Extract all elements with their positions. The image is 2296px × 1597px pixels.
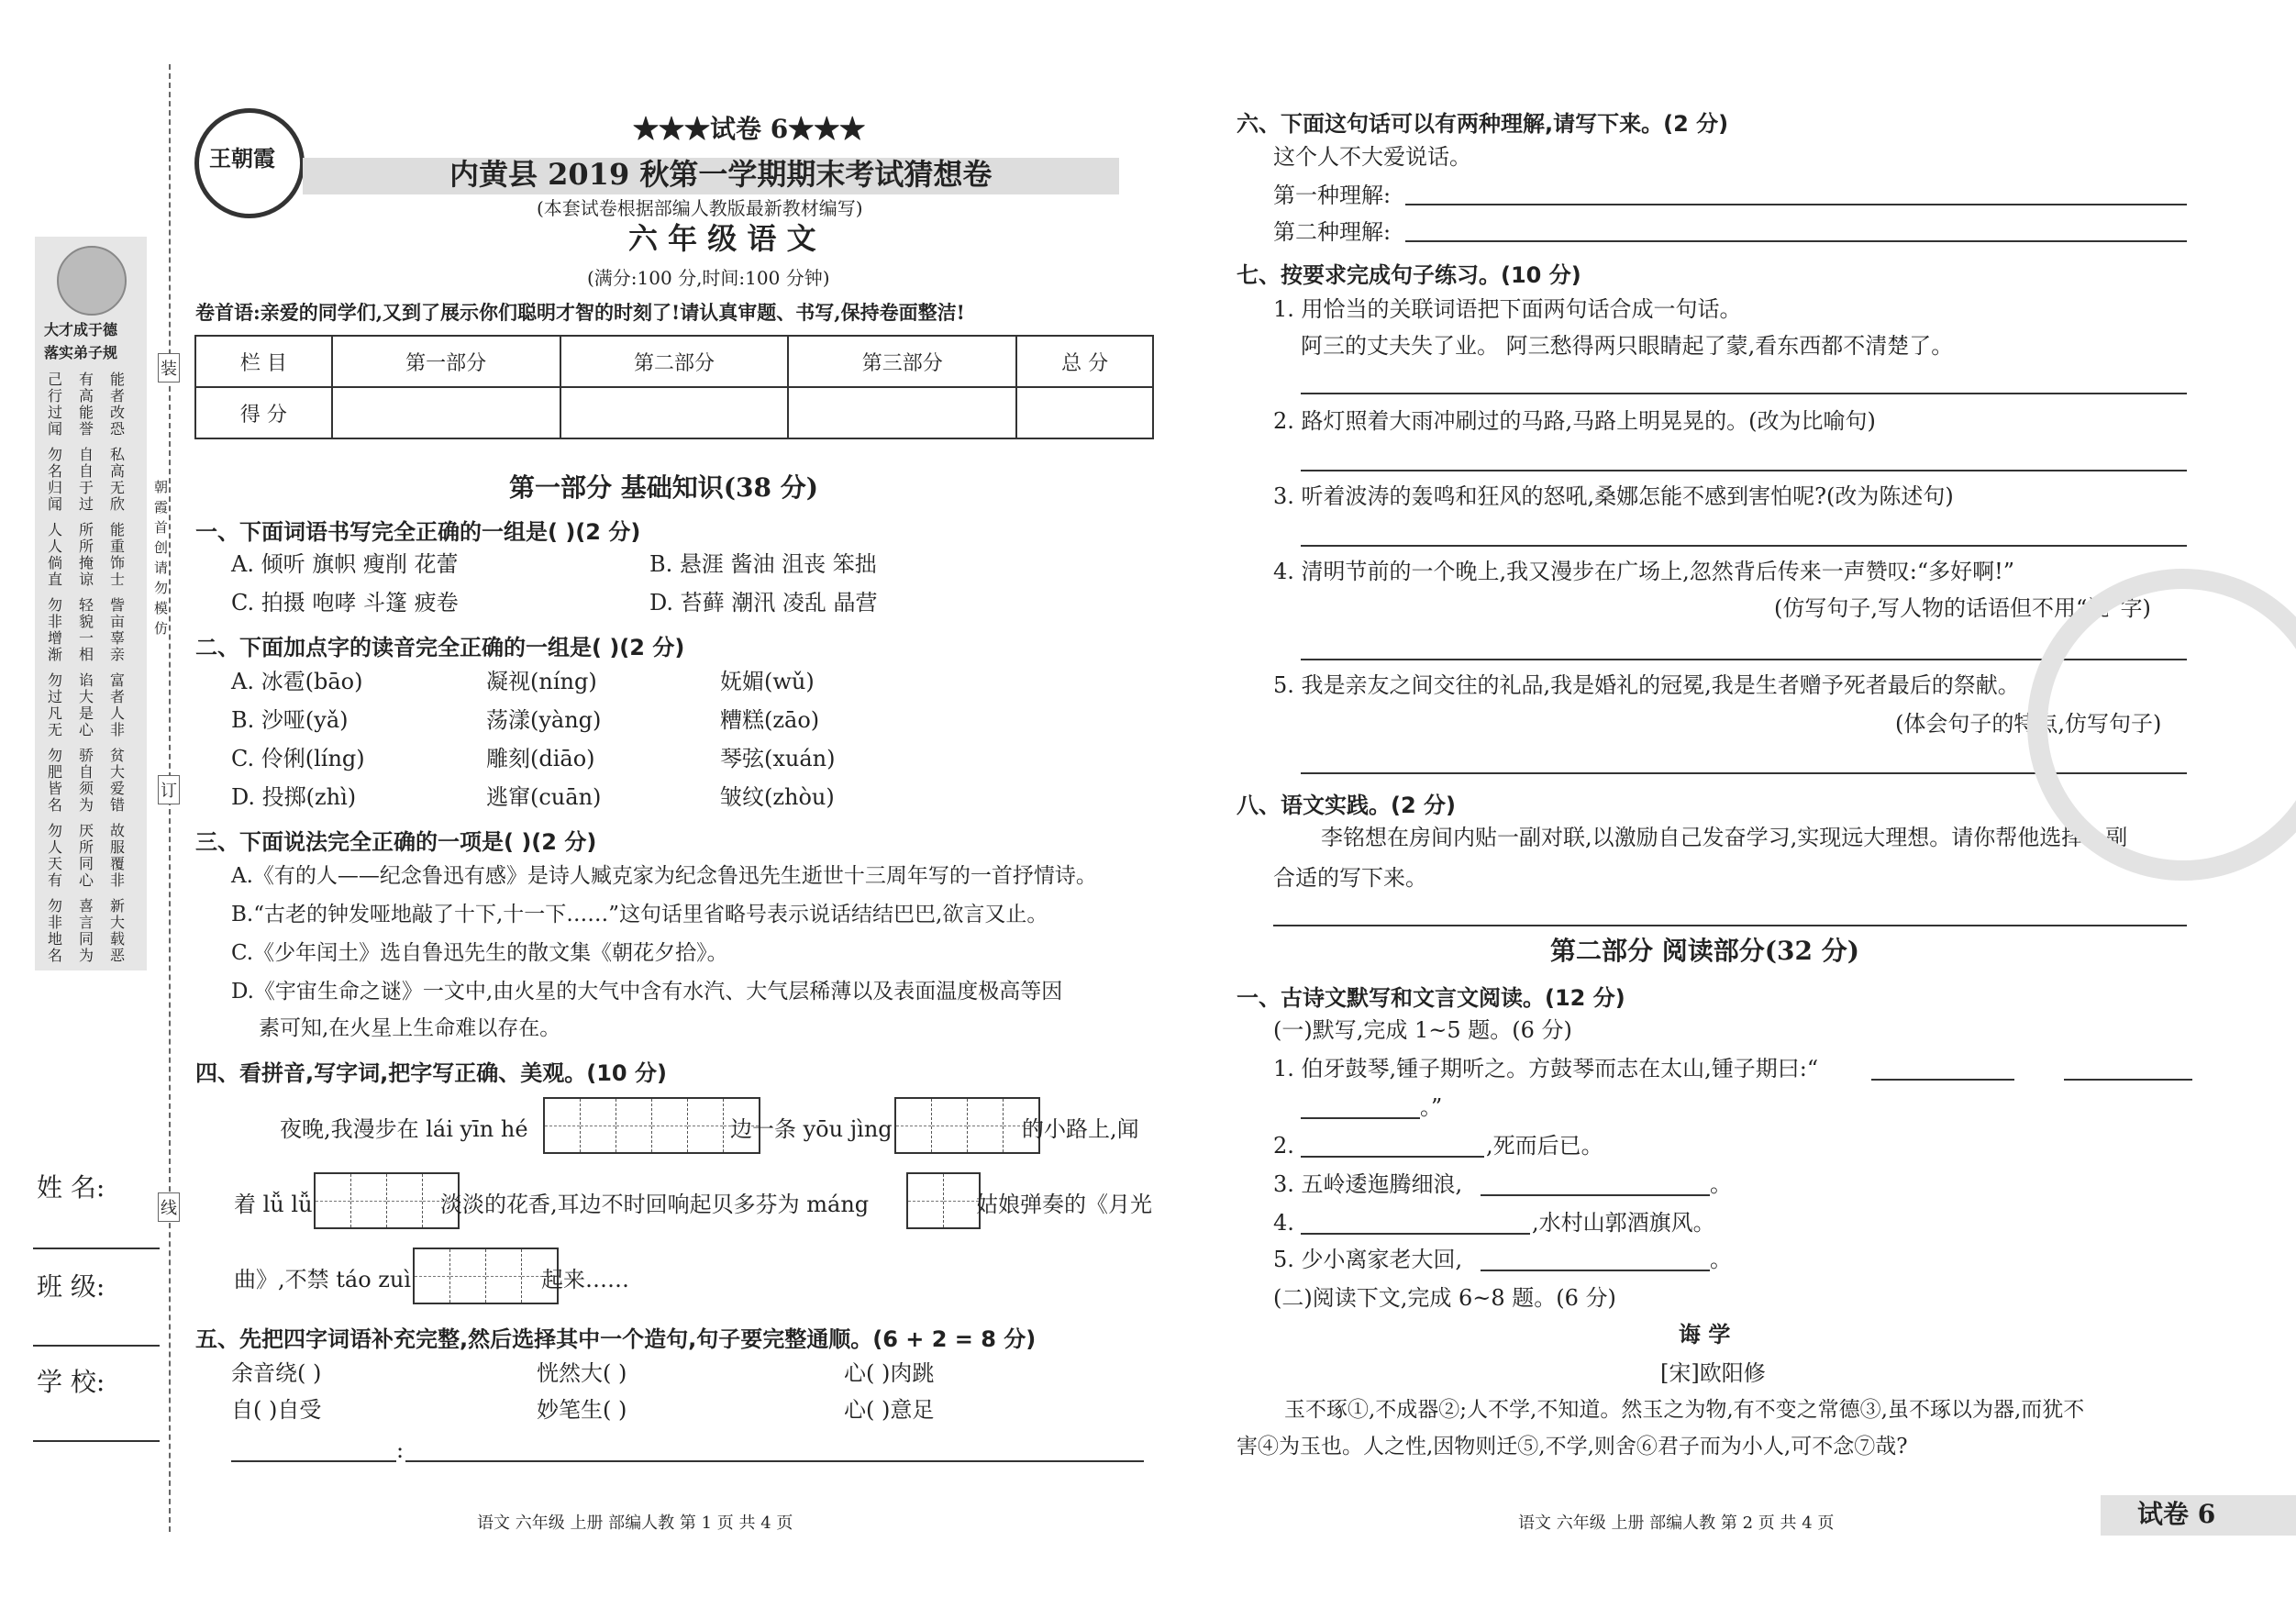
q2-stem: 二、下面加点字的读音完全正确的一组是( )(2 分): [195, 635, 685, 660]
answer-grid[interactable]: [543, 1097, 760, 1154]
q5-colon: :: [396, 1437, 405, 1463]
part1-title: 第一部分 基础知识(38 分): [509, 472, 818, 503]
m5-text: 5. 少小离家老大回,: [1273, 1247, 1463, 1272]
q5-word: 妙笔生( ): [537, 1397, 627, 1423]
m4-text: ,水村山郭酒旗风。: [1532, 1210, 1715, 1236]
exam-meta: (满分:100 分,时间:100 分钟): [587, 267, 830, 289]
answer-line[interactable]: [1301, 393, 2187, 394]
answer-line[interactable]: [1405, 240, 2187, 242]
q8-text: 李铭想在房间内贴一副对联,以激励自己发奋学习,实现远大理想。请你帮他选择一副: [1321, 825, 2128, 850]
passage-line: 害④为玉也。人之性,因物则迁⑤,不学,则舍⑥君子而为小人,可不念⑦哉?: [1237, 1435, 1908, 1458]
binding-mark: 订: [158, 775, 180, 804]
answer-line[interactable]: [1301, 470, 2187, 471]
answer-line[interactable]: [1301, 1156, 1484, 1158]
side-column: 厌所同心: [79, 822, 94, 889]
side-column: 訾亩辜亲: [110, 596, 126, 663]
side-column: 谄大是心: [79, 671, 94, 738]
side-column: 人人倘直: [48, 521, 63, 588]
answer-line[interactable]: [231, 1460, 396, 1462]
q4-stem: 四、看拼音,写字词,把字写正确、美观。(10 分): [195, 1060, 667, 1086]
q2-option: B. 沙哑(yǎ): [231, 707, 349, 733]
q2-option: 皱纹(zhòu): [720, 784, 835, 810]
answer-line[interactable]: [1405, 204, 2187, 205]
q4-line3-b: 起来……: [541, 1267, 629, 1292]
class-label: 班 级:: [37, 1271, 105, 1302]
q7-item2: 2. 路灯照着大雨冲刷过的马路,马路上明晃晃的。(改为比喻句): [1273, 408, 1876, 434]
side-column: 勿过凡无: [48, 671, 63, 738]
side-column: 勿非地名: [48, 897, 63, 964]
mascot-icon: [57, 246, 127, 316]
motto-top: 大才成于德: [44, 321, 118, 338]
m4-num: 4.: [1273, 1210, 1294, 1236]
q5-stem: 五、先把四字词语补充完整,然后选择其中一个造句,句子要完整通顺。(6 + 2 = 8 分): [195, 1326, 1037, 1352]
m1-end: 。”: [1420, 1094, 1443, 1120]
score-header: 第三部分: [788, 336, 1016, 387]
q6-label-a: 第一种理解:: [1273, 183, 1392, 208]
side-column: 故服覆非: [110, 822, 126, 889]
grade-title: 六 年 级 语 文: [628, 221, 816, 256]
side-column: 勿肥皆名: [48, 747, 63, 814]
part2-title: 第二部分 阅读部分(32 分): [1550, 936, 1859, 966]
passage-line: 玉不琢①,不成器②;人不学,不知道。然玉之为物,有不变之常德③,虽不琢以为器,而犹不: [1284, 1398, 2085, 1422]
q7-item5-note: (体会句子的特点,仿写句子): [1895, 711, 2162, 737]
answer-line[interactable]: [1481, 1194, 1710, 1196]
binding-mark: 线: [158, 1192, 180, 1222]
q5-word: 余音绕( ): [231, 1360, 322, 1386]
m2-text: ,死而后已。: [1486, 1133, 1603, 1159]
passage-author: [宋]欧阳修: [1660, 1360, 1766, 1386]
q6-stem: 六、下面这句话可以有两种理解,请写下来。(2 分): [1237, 111, 1729, 137]
q5-word: 心( )肉跳: [844, 1360, 935, 1386]
exam-subtitle: (本套试卷根据部编人教版最新教材编写): [537, 197, 863, 219]
q6-label-b: 第二种理解:: [1273, 219, 1392, 245]
side-column: 自自于过: [79, 446, 94, 513]
answer-line[interactable]: [1301, 1233, 1530, 1235]
part2-sub2: (二)阅读下文,完成 6~8 题。(6 分): [1273, 1285, 1616, 1311]
q3-stem: 三、下面说法完全正确的一项是( )(2 分): [195, 829, 597, 855]
q7-item4: 4. 清明节前的一个晚上,我又漫步在广场上,忽然背后传来一声赞叹:“多好啊!”: [1273, 559, 2015, 584]
q4-line2-a: 着 lǚ lǚ: [234, 1192, 313, 1217]
answer-line[interactable]: [1481, 1270, 1710, 1271]
score-header: 第一部分: [332, 336, 560, 387]
score-row-label: 得 分: [195, 387, 332, 438]
q5-word: 心( )意足: [844, 1397, 935, 1423]
answer-line[interactable]: [1871, 1079, 2014, 1081]
part2-sub1: (一)默写,完成 1~5 题。(6 分): [1273, 1017, 1572, 1043]
motto-bottom: 落实弟子规: [44, 344, 118, 361]
side-column: 轻貌一相: [79, 596, 94, 663]
logo-text: 王朝霞: [209, 145, 275, 172]
q3-option-d-cont: 素可知,在火星上生命难以存在。: [259, 1016, 561, 1040]
answer-line[interactable]: [1301, 545, 2187, 547]
school-label: 学 校:: [37, 1367, 105, 1397]
q7-item4-note: (仿写句子,写人物的话语但不用“说”字): [1774, 595, 2151, 621]
side-column: 勿非增渐: [48, 596, 63, 663]
q5-word: 恍然大( ): [537, 1360, 627, 1386]
m3-text: 3. 五岭逶迤腾细浪,: [1273, 1171, 1463, 1197]
q3-option-c: C.《少年闰土》选自鲁迅先生的散文集《朝花夕拾》。: [231, 941, 728, 965]
q1-stem: 一、下面词语书写完全正确的一组是( )(2 分): [195, 519, 641, 545]
class-field[interactable]: [33, 1345, 160, 1347]
q2-option: 逃窜(cuān): [486, 784, 602, 810]
score-header: 第二部分: [560, 336, 789, 387]
q4-line2-c: 姑娘弹奏的《月光: [976, 1192, 1152, 1217]
q2-option: 妩媚(wǔ): [720, 669, 815, 694]
side-column: 勿名归闻: [48, 446, 63, 513]
m1-text: 1. 伯牙鼓琴,锺子期听之。方鼓琴而志在太山,锺子期曰:“: [1273, 1056, 1819, 1081]
paper-badge: ★★★试卷 6★★★: [633, 114, 866, 144]
q7-item5: 5. 我是亲友之间交往的礼品,我是婚礼的冠冕,我是生者赠予死者最后的祭献。: [1273, 672, 2020, 698]
name-field[interactable]: [33, 1248, 160, 1249]
answer-line[interactable]: [405, 1460, 1144, 1462]
q3-option-b: B.“古老的钟发哑地敲了十下,十一下……”这句话里省略号表示说话结结巴巴,欲言又止。: [231, 903, 1048, 926]
preface: 卷首语:亲爱的同学们,又到了展示你们聪明才智的时刻了!请认真审题、书写,保持卷面整洁!: [195, 301, 965, 324]
q1-option-c: C. 拍摄 咆哮 斗篷 疲卷: [231, 590, 459, 616]
score-cell[interactable]: [1016, 387, 1153, 438]
q6-sentence: 这个人不大爱说话。: [1273, 144, 1471, 170]
side-column: 喜言同为: [79, 897, 94, 964]
side-column: 所所掩谅: [79, 521, 94, 588]
score-table: [194, 335, 1154, 439]
score-header: 总 分: [1016, 336, 1153, 387]
side-column: 能者改恐: [110, 371, 126, 438]
q2-option: 雕刻(diāo): [486, 746, 595, 771]
answer-grid[interactable]: [906, 1172, 981, 1229]
score-cell[interactable]: [332, 387, 560, 438]
q4-line1-a: 夜晚,我漫步在 lái yīn hé: [280, 1116, 528, 1142]
footer-left: 语文 六年级 上册 部编人教 第 1 页 共 4 页: [477, 1514, 793, 1533]
corner-label: 试卷 6: [2137, 1499, 2216, 1529]
q4-line3-a: 曲》,不禁 táo zuì: [234, 1267, 412, 1292]
side-column: 新大载恶: [110, 897, 126, 964]
m5-end: 。: [1710, 1247, 1732, 1272]
school-field[interactable]: [33, 1440, 160, 1442]
q7-stem: 七、按要求完成句子练习。(10 分): [1237, 262, 1581, 288]
q1-option-a: A. 倾听 旗帜 瘦削 花蕾: [231, 551, 459, 577]
q4-line1-b: 边一条 yōu jìng: [730, 1116, 893, 1142]
side-column: 己行过闻: [48, 371, 63, 438]
q2-option: 荡漾(yàng): [486, 707, 602, 733]
q4-line1-c: 的小路上,闻: [1022, 1116, 1139, 1142]
exam-title: 内黄县 2019 秋第一学期期末考试猜想卷: [449, 157, 993, 192]
side-column: 能重饰士: [110, 521, 126, 588]
score-cell[interactable]: [788, 387, 1016, 438]
q2-option: A. 冰雹(bāo): [231, 669, 363, 694]
answer-line[interactable]: [1301, 1117, 1420, 1119]
q7-item1-text: 阿三的丈夫失了业。 阿三愁得两只眼睛起了蒙,看东西都不清楚了。: [1301, 333, 1954, 359]
answer-line[interactable]: [2064, 1079, 2192, 1081]
passage-title: 诲 学: [1679, 1321, 1731, 1347]
answer-line[interactable]: [1273, 925, 2187, 926]
vertical-note: 朝霞首创 请勿模仿: [154, 479, 169, 637]
q2-option: 琴弦(xuán): [720, 746, 836, 771]
binding-mark: 装: [158, 353, 180, 383]
q3-option-a: A.《有的人——纪念鲁迅有感》是诗人臧克家为纪念鲁迅先生逝世十三周年写的一首抒情诗。: [231, 864, 1097, 888]
q8-stem: 八、语文实践。(2 分): [1237, 793, 1456, 818]
q2-option: C. 伶俐(líng): [231, 746, 365, 771]
side-column: 勿人天有: [48, 822, 63, 889]
m2-num: 2.: [1273, 1133, 1294, 1159]
q2-option: 糟糕(zāo): [720, 707, 820, 733]
q7-item3: 3. 听着波涛的轰鸣和狂风的怒吼,桑娜怎能不感到害怕呢?(改为陈述句): [1273, 483, 1954, 509]
q7-item1: 1. 用恰当的关联词语把下面两句话合成一句话。: [1273, 296, 1742, 322]
answer-grid[interactable]: [413, 1248, 559, 1304]
q4-line2-b: 淡淡的花香,耳边不时回响起贝多芬为 máng: [440, 1192, 870, 1217]
q8-text-cont: 合适的写下来。: [1273, 865, 1427, 891]
footer-right: 语文 六年级 上册 部编人教 第 2 页 共 4 页: [1518, 1514, 1835, 1533]
side-column: 富者人非: [110, 671, 126, 738]
answer-grid[interactable]: [314, 1172, 460, 1229]
m3-end: 。: [1710, 1171, 1732, 1197]
score-cell[interactable]: [560, 387, 789, 438]
side-column: 骄自须为: [79, 747, 94, 814]
side-column: 私高无欣: [110, 446, 126, 513]
answer-grid[interactable]: [894, 1097, 1040, 1154]
score-header: 栏 目: [195, 336, 332, 387]
q2-option: D. 投掷(zhì): [231, 784, 357, 810]
q2-option: 凝视(níng): [486, 669, 597, 694]
q1-option-b: B. 悬涯 酱油 沮丧 笨拙: [649, 551, 877, 577]
side-column: 有高能誉: [79, 371, 94, 438]
name-label: 姓 名:: [37, 1172, 105, 1203]
part2-stem: 一、古诗文默写和文言文阅读。(12 分): [1237, 985, 1625, 1011]
q1-option-d: D. 苔藓 潮汛 凌乱 晶营: [649, 590, 878, 616]
q3-option-d: D.《宇宙生命之谜》一文中,由火星的大气中含有水汽、大气层稀薄以及表面温度极高等因: [231, 980, 1063, 1004]
q5-word: 自( )自受: [231, 1397, 322, 1423]
side-column: 贫大爱错: [110, 747, 126, 814]
